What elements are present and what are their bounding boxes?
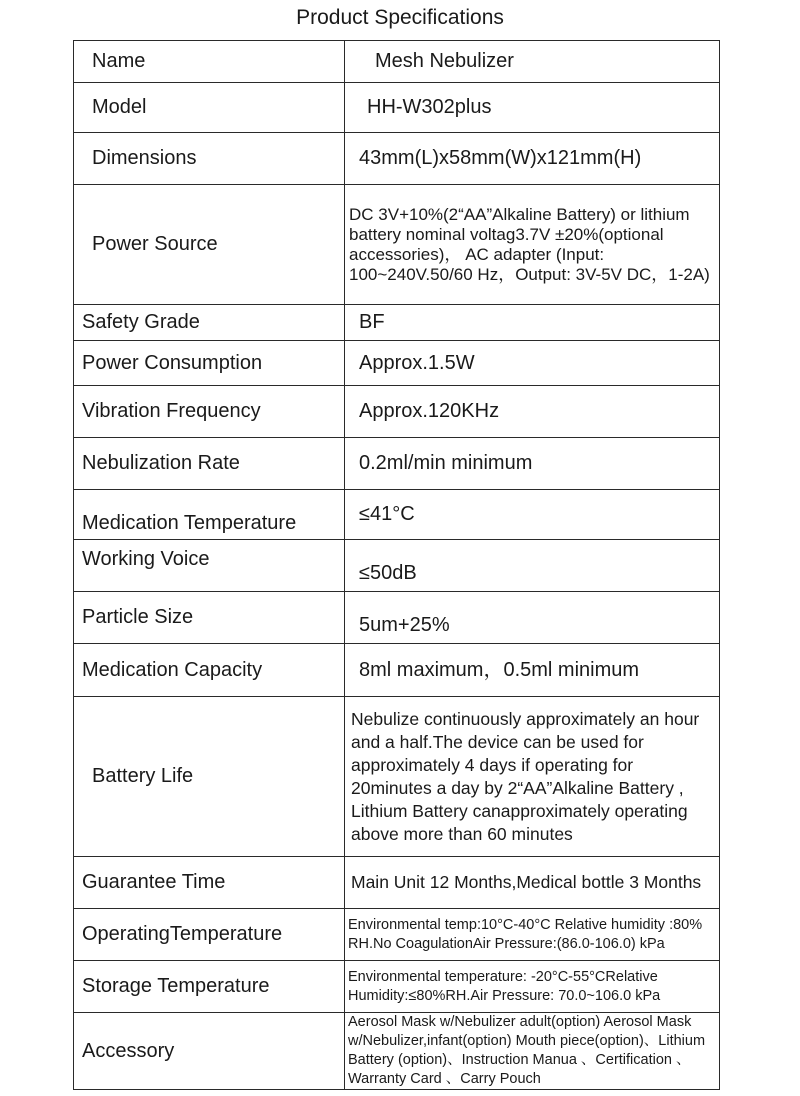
- table-row: [74, 490, 720, 540]
- spec-label: Medication Temperature: [74, 490, 345, 540]
- table-row: [74, 438, 720, 490]
- spec-label: Particle Size: [74, 592, 345, 644]
- spec-label: Guarantee Time: [74, 857, 345, 909]
- spec-value: HH-W302plus: [345, 83, 720, 133]
- table-row: [74, 83, 720, 133]
- spec-label: Safety Grade: [74, 305, 345, 341]
- spec-value: Aerosol Mask w/Nebulizer adult(option) Aerosol Mask w/Nebulizer,infant(option) Mouth piece(option)、Lithium Battery (option)、Instruction Manua 、Certification 、 Warranty Card 、Carry Pouch: [345, 1013, 720, 1090]
- spec-label: Vibration Frequency: [74, 386, 345, 438]
- spec-label: Accessory: [74, 1013, 345, 1090]
- table-row: [74, 386, 720, 438]
- spec-value: Environmental temperature: -20°C-55°CRelative Humidity:≤80%RH.Air Pressure: 70.0~106.0 kPa: [345, 961, 720, 1013]
- spec-value: DC 3V+10%(2“AA”Alkaline Battery) or lithium battery nominal voltag3.7V ±20%(optional accessories)， AC adapter (Input: 100~240V.50/60 Hz，Output: 3V-5V DC，1-2A): [345, 185, 720, 305]
- table-row: [74, 961, 720, 1013]
- spec-label: Model: [74, 83, 345, 133]
- table-row: [74, 1013, 720, 1090]
- table-row: [74, 592, 720, 644]
- spec-value: 8ml maximum，0.5ml minimum: [345, 644, 720, 697]
- table-row: [74, 185, 720, 305]
- spec-value: Environmental temp:10°C-40°C Relative humidity :80% RH.No CoagulationAir Pressure:(86.0-106.0) kPa: [345, 909, 720, 961]
- spec-value: Mesh Nebulizer: [345, 41, 720, 83]
- spec-label: OperatingTemperature: [74, 909, 345, 961]
- table-row: [74, 540, 720, 592]
- spec-label: Medication Capacity: [74, 644, 345, 697]
- spec-value: Main Unit 12 Months,Medical bottle 3 Months: [345, 857, 720, 909]
- spec-value: 0.2ml/min minimum: [345, 438, 720, 490]
- table-row: [74, 341, 720, 386]
- page-title: Product Specifications: [296, 6, 504, 29]
- spec-value: Approx.1.5W: [345, 341, 720, 386]
- spec-table: [73, 40, 720, 1090]
- table-row: [74, 644, 720, 697]
- spec-value: Nebulize continuously approximately an hour and a half.The device can be used for approximately 4 days if operating for 20minutes a day by 2“AA”Alkaline Battery , Lithium Battery canapproximately operating above more than 60 minutes: [345, 697, 720, 857]
- spec-label: Storage Temperature: [74, 961, 345, 1013]
- table-row: [74, 305, 720, 341]
- spec-label: Dimensions: [74, 133, 345, 185]
- table-row: [74, 857, 720, 909]
- table-row: [74, 909, 720, 961]
- spec-value: ≤41°C: [345, 490, 720, 540]
- spec-label: Battery Life: [74, 697, 345, 857]
- spec-value: 5um+25%: [345, 592, 720, 644]
- spec-value: 43mm(L)x58mm(W)x121mm(H): [345, 133, 720, 185]
- table-row: [74, 133, 720, 185]
- spec-label: Power Consumption: [74, 341, 345, 386]
- spec-value: ≤50dB: [345, 540, 720, 592]
- spec-label: Nebulization Rate: [74, 438, 345, 490]
- spec-value: BF: [345, 305, 720, 341]
- spec-value: Approx.120KHz: [345, 386, 720, 438]
- spec-label: Power Source: [74, 185, 345, 305]
- table-row: [74, 41, 720, 83]
- spec-label: Name: [74, 41, 345, 83]
- table-row: [74, 697, 720, 857]
- spec-label: Working Voice: [74, 540, 345, 592]
